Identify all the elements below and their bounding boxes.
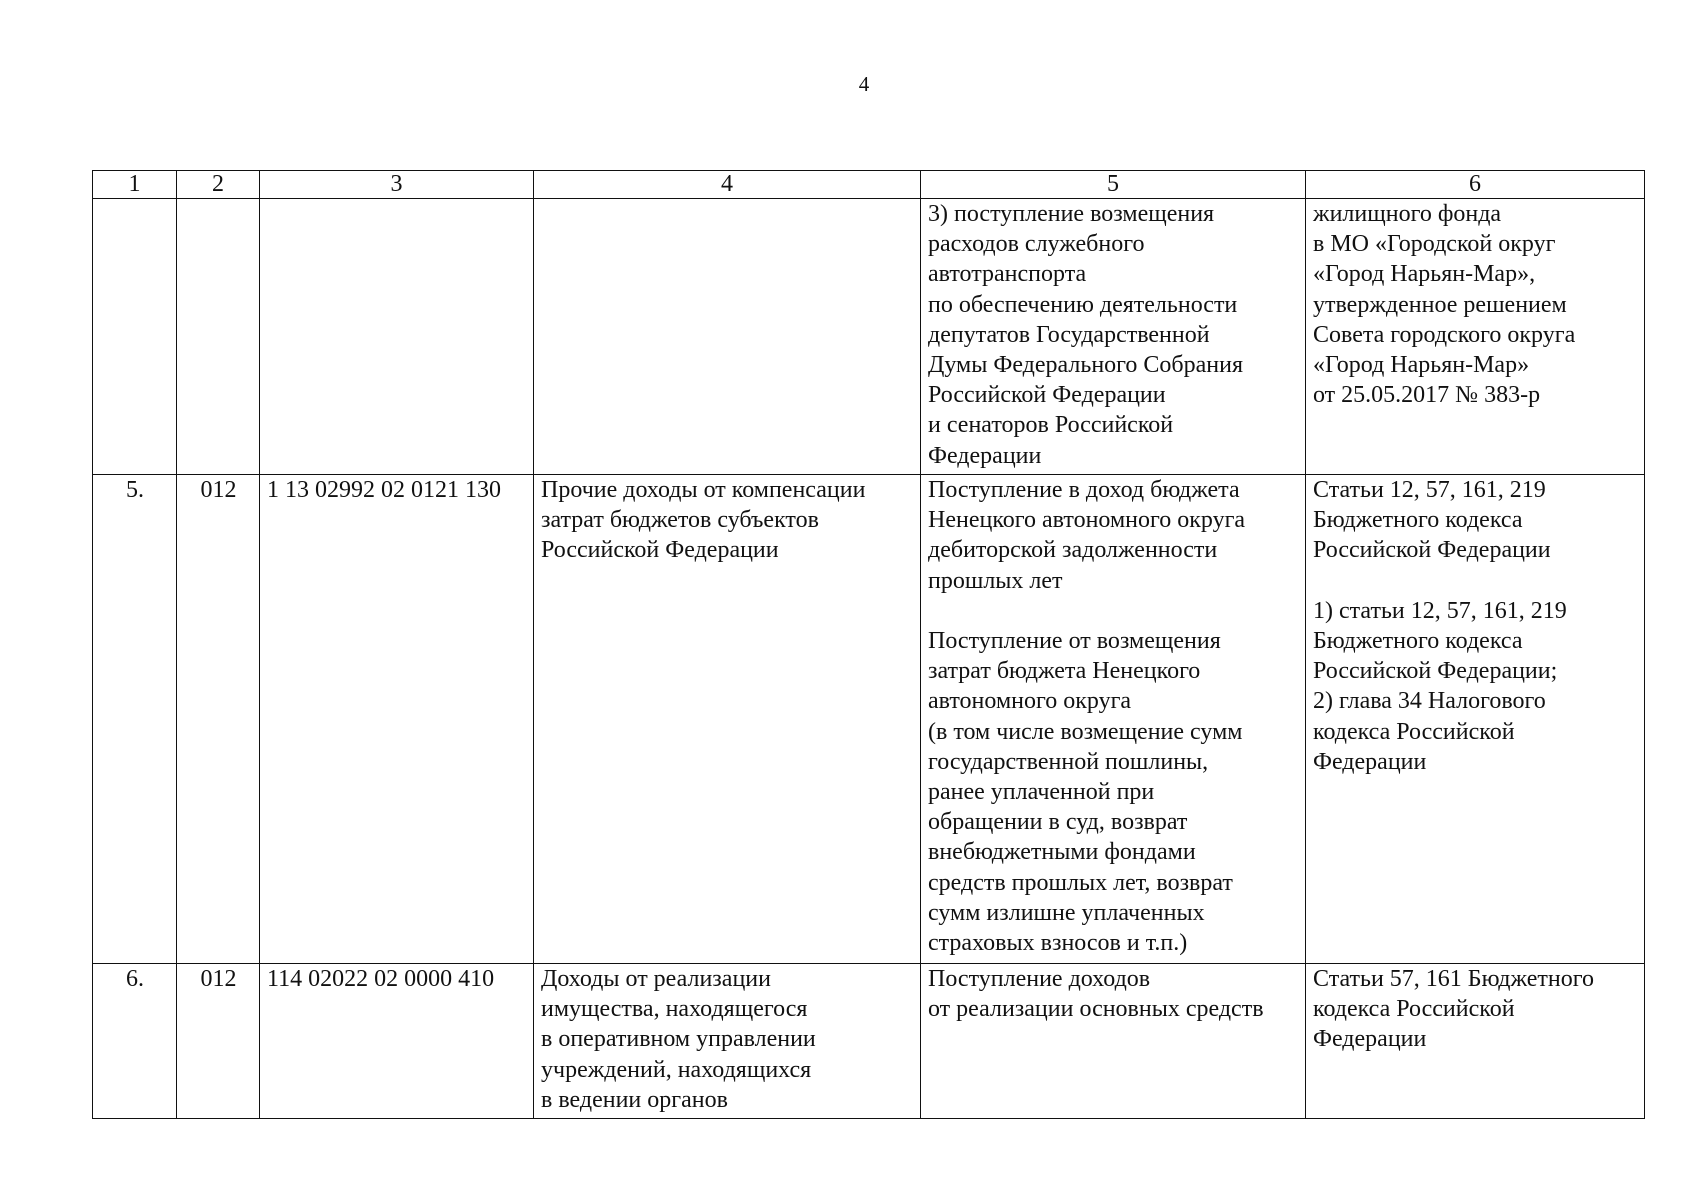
description-text: Поступление в доход бюджета Ненецкого автономного округа дебиторской задолженности прошлых лет bbox=[928, 477, 1246, 594]
legal-basis-text: 1) статьи 12, 57, 161, 219 Бюджетного кодекса Российской Федерации; 2) глава 34 Налогового кодекса Российской Федерации bbox=[1313, 597, 1567, 775]
table-row bbox=[93, 199, 1645, 475]
description-cell bbox=[921, 964, 1306, 1119]
row-number-cell: 5. bbox=[93, 475, 177, 964]
description-text: Поступление доходов от реализации основных средств bbox=[928, 966, 1264, 1023]
legal-basis-text: жилищного фонда в МО «Городской округ «Город Нарьян-Мар», утвержденное решением Совета городского округа «Город Нарьян-Мар» от 25.05.2017 № 383-р bbox=[1313, 201, 1576, 409]
legal-basis-cell bbox=[1306, 199, 1645, 475]
row-number-cell: 6. bbox=[93, 964, 177, 1119]
budget-code-cell: 1 13 02992 02 0121 130 bbox=[260, 475, 534, 964]
column-header-4: 4 bbox=[534, 171, 921, 199]
column-header-6: 6 bbox=[1306, 171, 1645, 199]
description-text: 3) поступление возмещения расходов служебного автотранспорта по обеспечению деятельности депутатов Государственной Думы Федерального Собрания Российской Федерации и сенаторов Российской Федерации bbox=[928, 201, 1243, 469]
admin-code-cell: 012 bbox=[177, 475, 260, 964]
description-cell bbox=[921, 475, 1306, 964]
column-header-2: 2 bbox=[177, 171, 260, 199]
column-header-1: 1 bbox=[93, 171, 177, 199]
description-text: Поступление от возмещения затрат бюджета Ненецкого автономного округа (в том числе возмещение сумм государственной пошлины, ранее уплаченной при обращении в суд, возврат внебюджетными фондами средств прошлых лет, возврат сумм излишне уплаченных страховых взносов и т.п.) bbox=[928, 628, 1243, 957]
column-header-3: 3 bbox=[260, 171, 534, 199]
admin-code-cell: 012 bbox=[177, 964, 260, 1119]
table-row bbox=[93, 475, 1645, 964]
budget-code-cell: 114 02022 02 0000 410 bbox=[260, 964, 534, 1119]
legal-basis-cell bbox=[1306, 964, 1645, 1119]
table-header-row bbox=[93, 171, 1645, 199]
income-name-cell bbox=[534, 199, 921, 475]
description-cell bbox=[921, 199, 1306, 475]
revenue-table bbox=[92, 170, 1645, 1119]
column-header-5: 5 bbox=[921, 171, 1306, 199]
legal-basis-text: Статьи 57, 161 Бюджетного кодекса Российской Федерации bbox=[1313, 966, 1594, 1053]
income-name-cell: Прочие доходы от компенсации затрат бюджетов субъектов Российской Федерации bbox=[534, 475, 921, 964]
budget-code-cell bbox=[260, 199, 534, 475]
table-row bbox=[93, 964, 1645, 1119]
page-number: 4 bbox=[858, 72, 870, 96]
row-number-cell bbox=[93, 199, 177, 475]
legal-basis-cell bbox=[1306, 475, 1645, 964]
legal-basis-text: Статьи 12, 57, 161, 219 Бюджетного кодекса Российской Федерации bbox=[1313, 477, 1551, 564]
admin-code-cell bbox=[177, 199, 260, 475]
income-name-cell: Доходы от реализации имущества, находящегося в оперативном управлении учреждений, находящихся в ведении органов bbox=[534, 964, 921, 1119]
